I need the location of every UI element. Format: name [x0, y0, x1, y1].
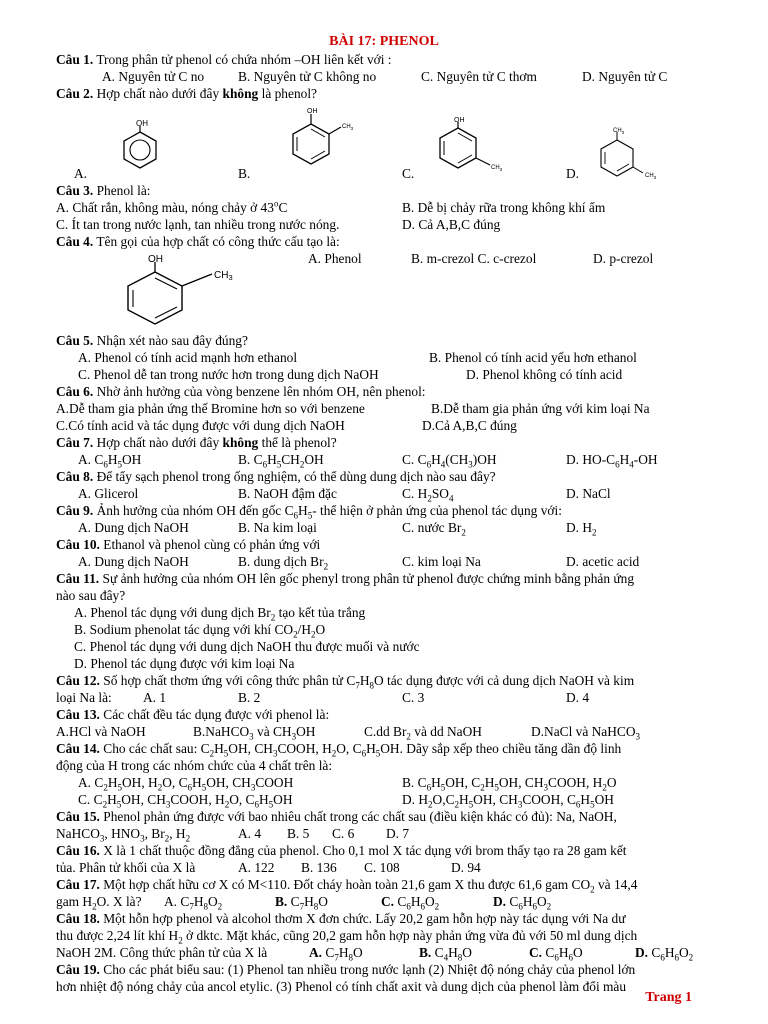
option-d[interactable]: D. $H_2$: [566, 520, 597, 538]
option-b[interactable]: B. $C_6H_5OH$, $C_2H_5OH$, $CH_3COOH$, $H_2O$: [402, 775, 617, 793]
option-c[interactable]: C. $H_2SO_4$: [402, 486, 454, 504]
option-c[interactable]: C. Phenol dễ tan trong nước hơn trong dung dịch NaOH: [78, 367, 379, 382]
option-b[interactable]: B.NaHCO$_3$ và $CH_3OH$: [193, 724, 316, 742]
question-1-options: [56, 68, 718, 85]
oh-label: OH: [148, 254, 163, 265]
option-c[interactable]: C. kim loại Na: [402, 554, 481, 569]
ch3-label: $CH_3$: [342, 124, 354, 131]
option-c[interactable]: C. $C_6H_6O_2$: [381, 894, 440, 912]
question-19: Câu 19. Cho các phát biểu sau: (1) Phenol tan nhiều trong nước lạnh (2) Nhiệt độ nóng chảy của phenol lớn: [56, 962, 636, 977]
option-c[interactable]: C. Ít tan trong nước lạnh, tan nhiều trong nước nóng.: [56, 217, 340, 232]
question-18: Câu 18. Một hỗn hợp phenol và alcohol thơm X đơn chức. Lấy 20,2 gam hỗn hợp này tác dụng với Na dư: [56, 911, 626, 926]
option-c[interactable]: C. $C_6H_6O$: [529, 945, 583, 963]
option-d[interactable]: D. $C_6H_6O_2$: [493, 894, 552, 912]
option-d[interactable]: D. acetic acid: [566, 554, 640, 569]
question-6: Câu 6. Nhờ ảnh hưởng của vòng benzene lên nhóm OH, nên phenol:: [56, 384, 426, 399]
question-17-options: gam $H_2O$. X là? A. $C_7H_8O_2$ B. $C_7H_8O$ C. $C_6H_6O_2$ D. $C_6H_6O_2$: [56, 894, 552, 912]
question-3-options-ab: [56, 199, 718, 216]
option-b[interactable]: B. 2: [238, 690, 261, 705]
option-d[interactable]: D. NaCl: [566, 486, 611, 501]
question-14: Câu 14. Cho các chất sau: $C_2H_5OH$, $CH_3COOH$, $H_2O$, $C_6H_5OH$. Dãy sắp xếp theo chiều tăng dần độ linh: [56, 741, 622, 759]
question-13: Câu 13. Các chất đều tác dụng được với phenol là:: [56, 707, 330, 722]
question-12-options: loại Na là: A. 1 B. 2 C. 3 D. 4: [56, 690, 590, 705]
option-d[interactable]: D.: [566, 166, 580, 181]
option-c[interactable]: C.dd $Br_2$ và dd NaOH: [364, 724, 482, 742]
question-8-options: [56, 485, 718, 502]
molecule-a-phenol: [110, 118, 170, 172]
option-b[interactable]: B. dung dịch $Br_2$: [238, 554, 329, 572]
question-4-options: [56, 250, 718, 267]
oh-label: OH: [307, 108, 318, 115]
question-5-options-cd: [56, 366, 718, 383]
option-a[interactable]: A.HCl và NaOH: [56, 724, 146, 739]
ch3-label: $CH_3$: [214, 270, 233, 282]
option-d[interactable]: D. 7: [386, 826, 410, 841]
option-a[interactable]: A. $C_6H_5OH$: [78, 452, 142, 470]
option-b[interactable]: B. $C_4H_8O$: [419, 945, 472, 963]
question-14-options-ab: [56, 774, 718, 791]
option-a[interactable]: A. Glicerol: [78, 486, 139, 501]
question-10-options: [56, 553, 718, 570]
question-7-options: [56, 451, 718, 468]
option-c[interactable]: C. Phenol tác dụng với dung dịch NaOH thu được muối và nước: [74, 639, 420, 654]
option-a[interactable]: A. Chất rắn, không màu, nóng chảy ở 43$^o$C: [56, 198, 288, 215]
option-a[interactable]: A. Phenol: [308, 251, 362, 266]
question-1: Câu 1. Trong phân tử phenol có chứa nhóm –OH liên kết với :: [56, 52, 392, 67]
option-d[interactable]: D. $H_2O,C_2H_5OH$, $CH_3COOH$, $C_6H_5OH$: [402, 792, 614, 810]
question-5-options-ab: [56, 349, 718, 366]
option-d[interactable]: D. p-crezol: [593, 251, 654, 266]
question-19-cont: hơn nhiệt độ nóng chảy của ancol etylic. (3) Phenol có tính chất axit và dung dịch của phenol làm đổi màu: [56, 979, 627, 994]
option-b-c[interactable]: B. m-crezol C. c-crezol: [411, 251, 537, 266]
option-d[interactable]: D. Cả A,B,C đúng: [402, 217, 501, 232]
option-a[interactable]: A. $C_2H_5OH$, $H_2O$, $C_6H_5OH$, $CH_3COOH$: [78, 775, 294, 793]
option-d[interactable]: D. 4: [566, 690, 590, 705]
option-a[interactable]: A. Phenol tác dụng với dung dịch $Br_2$ tạo kết tủa trắng: [74, 605, 366, 623]
option-d[interactable]: D.Cả A,B,C đúng: [422, 418, 517, 433]
option-a[interactable]: A. 1: [143, 690, 167, 705]
question-16-options: tủa. Phân tử khối của X là A. 122 B. 136 C. 108 D. 94: [56, 860, 481, 875]
option-b[interactable]: B. Dễ bị chảy rữa trong không khí ẩm: [402, 200, 606, 215]
option-c[interactable]: C. 108: [364, 860, 400, 875]
option-b[interactable]: B. Phenol có tính acid yếu hơn ethanol: [429, 350, 637, 365]
question-15-options: NaHCO$_3$, $HNO_3$, $Br_2$, $H_2$ A. 4 B. 5 C. 6 D. 7: [56, 826, 410, 844]
question-13-options: [56, 723, 718, 740]
option-c[interactable]: C. Nguyên tử C thơm: [421, 69, 537, 84]
option-c[interactable]: C. $C_6H_4(CH_3)OH$: [402, 452, 497, 470]
molecule-b-o-cresol: [283, 104, 368, 174]
question-18-options: NaOH 2M. Công thức phân tử của X là A. $C_7H_8O$ B. $C_4H_8O$ C. $C_6H_6O$ D. $C_6H_6O_2$: [56, 945, 694, 963]
option-b[interactable]: B. $C_6H_5CH_2OH$: [238, 452, 324, 470]
question-12: Câu 12. Số hợp chất thơm ứng với công thức phân tử $C_7H_8O$ tác dụng được với cả dung dịch NaOH và kim: [56, 673, 635, 691]
option-c[interactable]: C. $C_2H_5OH$, $CH_3COOH$, $H_2O$, $C_6H_5OH$: [78, 792, 293, 810]
oh-label: OH: [454, 117, 465, 124]
question-14-cont: động của H trong các nhóm chức của 4 chất trên là:: [56, 758, 333, 773]
question-3: Câu 3. Phenol là:: [56, 183, 151, 198]
option-b[interactable]: B. Nguyên tử C không no: [238, 69, 377, 84]
option-a[interactable]: A. 4: [238, 826, 262, 841]
option-a[interactable]: A. Phenol có tính acid mạnh hơn ethanol: [78, 350, 298, 365]
option-d[interactable]: D. Phenol không có tính acid: [466, 367, 623, 382]
option-a[interactable]: A. 122: [238, 860, 275, 875]
option-d[interactable]: D. Phenol tác dụng được với kim loại Na: [74, 656, 295, 671]
question-18-cont: thu được 2,24 lít khí $H_2$ ở dktc. Mặt khác, cũng 20,2 gam hỗn hợp này phản ứng vừa đủ với 50 ml dung dịch: [56, 928, 638, 946]
option-d[interactable]: D. $C_6H_6O_2$: [635, 945, 694, 963]
option-d[interactable]: D. $HO-C_6H_4-OH$: [566, 452, 658, 470]
ch3-label: $CH_3$: [613, 128, 625, 135]
question-5: Câu 5. Nhận xét nào sau đây đúng?: [56, 333, 248, 348]
option-b[interactable]: B. $C_7H_8O$: [275, 894, 328, 912]
option-b[interactable]: B. 5: [287, 826, 310, 841]
option-a[interactable]: A. Dung dịch NaOH: [78, 520, 189, 535]
option-c[interactable]: C. 6: [332, 826, 355, 841]
option-b[interactable]: B.: [238, 166, 251, 181]
option-c[interactable]: C. nước $Br_2$: [402, 520, 466, 538]
question-14-options-cd: [56, 791, 718, 808]
option-c[interactable]: C. 3: [402, 690, 425, 705]
question-9: Câu 9. Ảnh hưởng của nhóm OH đến gốc $C_6H_5-$ thể hiện ở phản ứng của phenol tác dụng với:: [56, 503, 562, 521]
option-b[interactable]: B.Dễ tham gia phản ứng với kim loại Na: [431, 401, 650, 416]
question-6-options-cd: [56, 417, 718, 434]
page-number: Trang 1: [645, 990, 692, 1005]
option-a[interactable]: A.Dễ tham gia phản ứng thế Bromine hơn so với benzene: [56, 401, 365, 416]
oh-label: OH: [136, 119, 148, 128]
option-d[interactable]: D.NaCl và NaHCO$_3$: [531, 724, 641, 742]
question-6-options-ab: [56, 400, 718, 417]
option-c[interactable]: C.Có tính acid và tác dụng được với dung dịch NaOH: [56, 418, 345, 433]
question-9-options: [56, 519, 718, 536]
option-a[interactable]: A. $C_7H_8O$: [309, 945, 363, 963]
question-2-options: [56, 165, 718, 182]
ch3-label: $CH_3$: [491, 165, 503, 172]
question-3-options-cd: [56, 216, 718, 233]
option-d[interactable]: D. Nguyên tử C: [582, 69, 668, 84]
question-4: Câu 4. Tên gọi của hợp chất có công thức cấu tạo là:: [56, 234, 340, 249]
option-b[interactable]: B. Sodium phenolat tác dụng với khí $CO_2/H_2O$: [74, 622, 326, 640]
question-2: Câu 2. Hợp chất nào dưới đây không là phenol?: [56, 86, 317, 101]
question-17: Câu 17. Một hợp chất hữu cơ X có M<110. Đốt cháy hoàn toàn 21,6 gam X thu được 61,6 gam $CO_2$ và 14,4: [56, 877, 638, 895]
question-11: Câu 11. Sự ảnh hưởng của nhóm OH lên gốc phenyl trong phân tử phenol được chứng minh bằng phản ứng: [56, 571, 635, 586]
option-c[interactable]: C.: [402, 166, 415, 181]
option-a[interactable]: A.: [74, 166, 88, 181]
option-b[interactable]: B. Na kim loại: [238, 520, 317, 535]
option-d[interactable]: D. 94: [451, 860, 481, 875]
ch3-label: $CH_3$: [645, 173, 657, 180]
option-b[interactable]: B. 136: [301, 860, 337, 875]
page-title: BÀI 17: PHENOL: [329, 34, 439, 49]
question-7: Câu 7. Hợp chất nào dưới đây không thể là phenol?: [56, 435, 337, 450]
question-8: Câu 8. Để tẩy sạch phenol trong ống nghiệm, có thể dùng dung dịch nào sau đây?: [56, 469, 496, 484]
question-10: Câu 10. Ethanol và phenol cùng có phản ứng với: [56, 537, 321, 552]
option-a[interactable]: A. $C_7H_8O_2$: [164, 894, 223, 912]
option-b[interactable]: B. NaOH đậm đặc: [238, 486, 337, 501]
option-a[interactable]: A. Dung dịch NaOH: [78, 554, 189, 569]
question-11-cont: nào sau đây?: [56, 588, 126, 603]
option-a[interactable]: A. Nguyên tử C no: [102, 69, 205, 84]
question-15: Câu 15. Phenol phản ứng được với bao nhiêu chất trong các chất sau (điều kiện khác có đủ): Na, NaOH,: [56, 809, 617, 824]
question-16: Câu 16. X là 1 chất thuộc đồng đẳng của phenol. Cho 0,1 mol X tác dụng với brom thấy tạo ra 28 gam kết: [56, 843, 627, 858]
